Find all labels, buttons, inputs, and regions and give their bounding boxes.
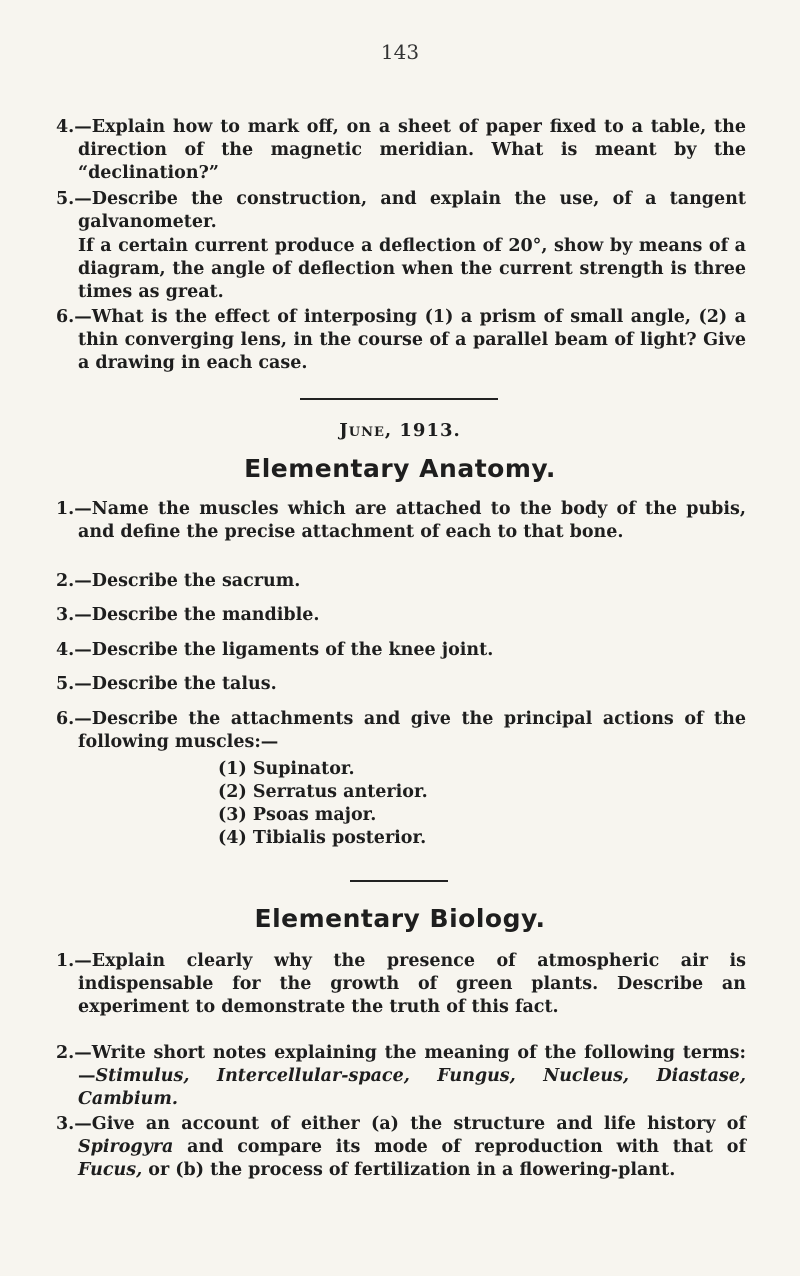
- anatomy-question-2: 2.—Describe the sacrum.: [56, 571, 301, 591]
- biology-question-3-part2: and compare its mode of reproduction with that of: [187, 1137, 746, 1157]
- biology-question-2-lead: 2.—Write short notes explaining the meaning of the following terms:—: [56, 1043, 746, 1086]
- anatomy-question-4: 4.—Describe the ligaments of the knee joint.: [56, 640, 494, 660]
- biology-question-3: [56, 1113, 746, 1182]
- biology-question-3-spirogyra: Spirogyra: [78, 1137, 174, 1157]
- biology-question-2: [56, 1042, 746, 1111]
- physics-question-4: 4.—Explain how to mark off, on a sheet of paper fixed to a table, the direction of the magnetic meridian. What is meant by the “declination?”: [56, 117, 746, 183]
- biology-question-3-part1: 3.—Give an account of either (a) the structure and life history of: [56, 1114, 746, 1134]
- physics-question-5-part-b: If a certain current produce a deflection of 20°, show by means of a diagram, the angle of deflection when the current strength is three times as great.: [78, 236, 746, 302]
- biology-question-3-fucus: Fucus,: [78, 1160, 143, 1180]
- section-divider: [300, 398, 498, 400]
- anatomy-question-3: 3.—Describe the mandible.: [56, 605, 320, 625]
- muscle-item: (3) Psoas major.: [218, 805, 377, 825]
- physics-question-6: 6.—What is the effect of interposing (1) a prism of small angle, (2) a thin converging lens, in the course of a parallel beam of light? Give a drawing in each case.: [56, 307, 746, 373]
- anatomy-question-1: 1.—Name the muscles which are attached to the body of the pubis, and define the precise attachment of each to that bone.: [56, 499, 746, 542]
- biology-question-1: 1.—Explain clearly why the presence of atmospheric air is indispensable for the growth of green plants. Describe an experiment to demonstrate the truth of this fact.: [56, 951, 746, 1017]
- muscle-item: (2) Serratus anterior.: [218, 782, 428, 802]
- biology-heading: Elementary Biology.: [254, 904, 546, 933]
- muscle-item: (1) Supinator.: [218, 759, 355, 779]
- muscle-item: (4) Tibialis posterior.: [218, 828, 427, 848]
- page-number: 143: [380, 40, 420, 64]
- anatomy-question-5: 5.—Describe the talus.: [56, 674, 277, 694]
- anatomy-question-6: 6.—Describe the attachments and give the principal actions of the following muscles:—: [56, 709, 746, 752]
- biology-question-3-part3: or (b) the process of fertilization in a flowering-plant.: [148, 1160, 676, 1180]
- exam-date: June, 1913.: [339, 420, 461, 441]
- anatomy-heading: Elementary Anatomy.: [244, 454, 556, 483]
- biology-question-2-terms: Stimulus, Intercellular-space, Fungus, Nucleus, Diastase, Cambium.: [78, 1066, 746, 1109]
- section-divider: [350, 880, 448, 882]
- physics-question-5: 5.—Describe the construction, and explain the use, of a tangent galvanometer.: [56, 189, 746, 232]
